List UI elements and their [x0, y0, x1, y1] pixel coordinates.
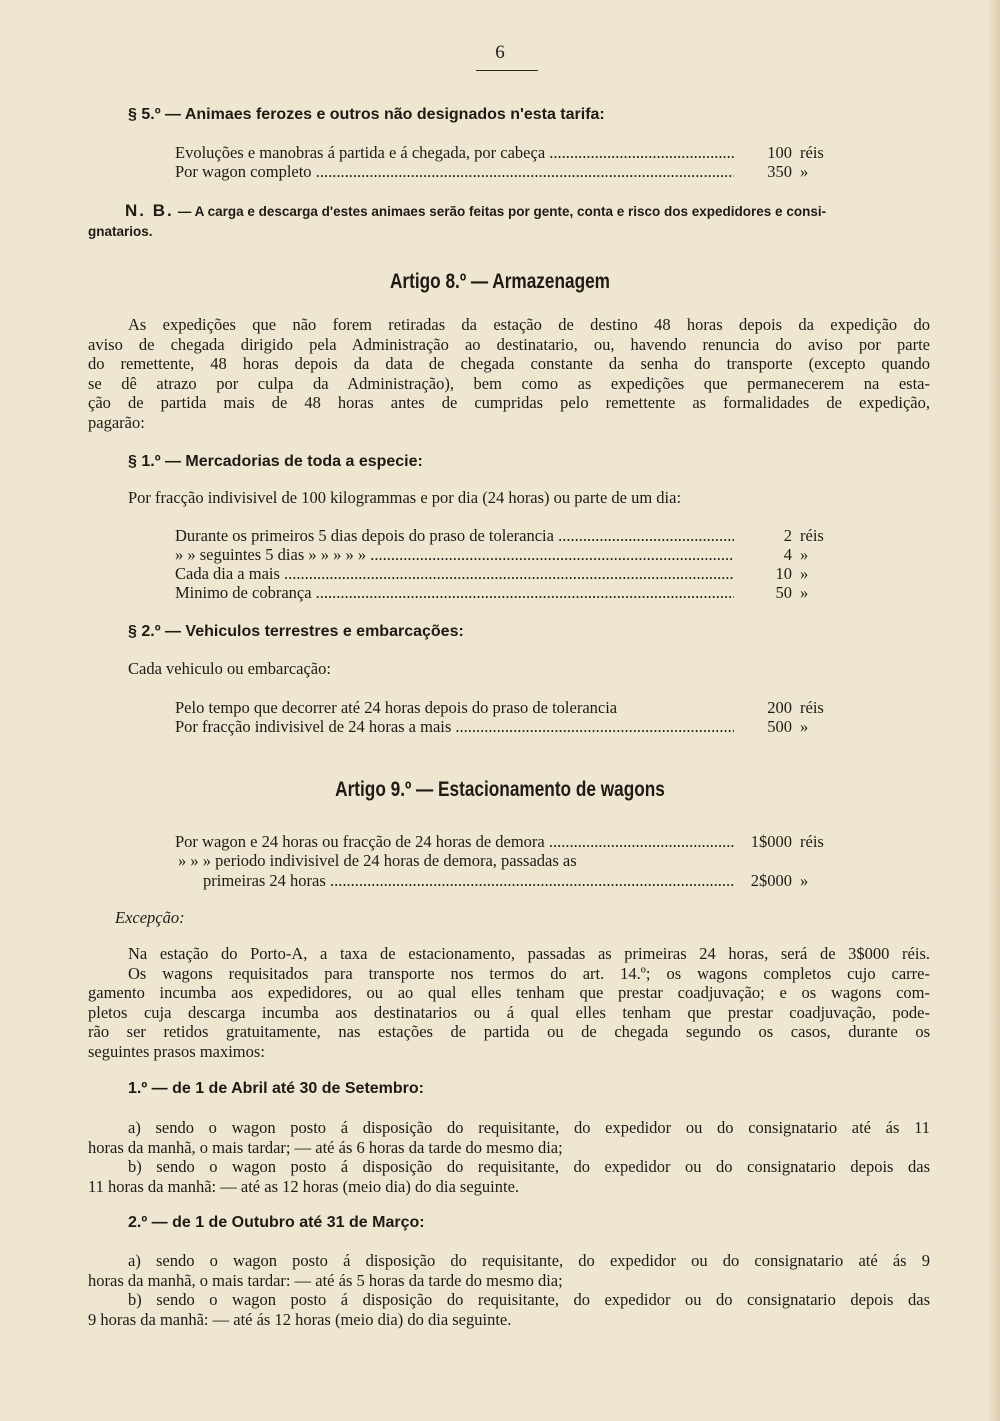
tariff-row: Por fracção indivisivel de 24 horas a mais ..... 500 » [175, 717, 840, 739]
section-1-intro: Por fracção indivisivel de 100 kilogrammas e por dia (24 horas) ou parte de um dia: [128, 488, 682, 507]
page-number-rule [476, 70, 538, 71]
exception-label: Excepção: [115, 908, 185, 927]
page-edge [986, 0, 1000, 1421]
tariff-row: Pelo tempo que decorrer até 24 horas depois do praso de tolerancia 200 réis [175, 698, 824, 717]
page-number: 6 [495, 42, 505, 63]
section-2-intro: Cada vehiculo ou embarcação: [128, 659, 331, 678]
article-8-heading: Artigo 8.º — Armazenagem [389, 270, 610, 293]
article-8-paragraph: As expedições que não forem retiradas da estação de destino 48 horas depois da expedição do aviso de chegada dirigido pela Administração ao destinatario, ou, havendo renuncia do aviso por parte do remettente, 48 horas depois da data de chegada constante da senha do transporte (excepto quando se dê atrazo por culpa da Administração), bem como as expedições que permanecerem na esta- ção de partida mais de 48 horas antes de cumpridas pelo remettente as formalidades de expedição, pagarão: [88, 315, 930, 432]
nb-note: N. B. — A carga e descarga d'estes animaes serão feitas por gente, conta e risco dos expedidores e consi- [125, 201, 827, 220]
article-9-heading: Artigo 9.º — Estacionamento de wagons [335, 778, 665, 801]
tariff-row: primeiras 24 horas ..... 2$000 » [203, 871, 840, 893]
tariff-row: Por wagon completo ..... 350 » [175, 162, 840, 184]
exception-paragraph: Na estação do Porto-A, a taxa de estacionamento, passadas as primeiras 24 horas, será de 3$000 réis. Os wagons requisitados para transporte nos termos do art. 14.º; os wagons completos cujo carre- gamento incumba aos expedidores, ou ao qual elles tenham que prestar coadjuvação; e os wagons com- pletos cuja descarga incumba aos destinatarios ou á qual elles tenham que prestar coadjuvação, pode- rão ser retidos gratuitamente, nas estações de partida ou de chegada segundo os casos, durante os seguintes prasos maximos: [88, 944, 930, 1061]
tariff-row: Cada dia a mais ..... 10 » [175, 564, 840, 586]
period-1-title: 1.º — de 1 de Abril até 30 de Setembro: [128, 1080, 425, 1097]
tariff-row: » » seguintes 5 dias » » » » » ..... 4 » [175, 545, 840, 567]
section-1-title: § 1.º — Mercadorias de toda a especie: [128, 453, 423, 470]
nb-note-continued: gnatarios. [88, 224, 153, 239]
tariff-row: Durante os primeiros 5 dias depois do praso de tolerancia ..... 2 réis [175, 526, 840, 548]
section-2-title: § 2.º — Vehiculos terrestres e embarcações: [128, 623, 464, 640]
tariff-row: Minimo de cobrança ..... 50 » [175, 583, 840, 605]
section-5-title: § 5.º — Animaes ferozes e outros não designados n'esta tarifa: [128, 106, 605, 123]
period-2-title: 2.º — de 1 de Outubro até 31 de Março: [128, 1214, 425, 1231]
tariff-row: Por wagon e 24 horas ou fracção de 24 horas de demora ..... 1$000 réis [175, 832, 840, 854]
tariff-row-continued: » » » periodo indivisivel de 24 horas de demora, passadas as [178, 851, 577, 870]
period-2-paragraph: a) sendo o wagon posto á disposição do requisitante, do expedidor ou do consignatario até ás 9 horas da manhã, o mais tardar: — até ás 5 horas da tarde do mesmo dia; b) sendo o wagon posto á disposição do requisitante, do expedidor ou do consignatario depois das 9 horas da manhã: — até ás 12 horas (meio dia) do dia seguinte. [88, 1251, 930, 1329]
tariff-row: Evoluções e manobras á partida e á chegada, por cabeça ..... 100 réis [175, 143, 840, 165]
period-1-paragraph: a) sendo o wagon posto á disposição do requisitante, do expedidor ou do consignatario até ás 11 horas da manhã, o mais tardar; — até ás 6 horas da tarde do mesmo dia; b) sendo o wagon posto á disposição do requisitante, do expedidor ou do consignatario depois das 11 horas da manhã: — até as 12 horas (meio dia) do dia seguinte. [88, 1118, 930, 1196]
